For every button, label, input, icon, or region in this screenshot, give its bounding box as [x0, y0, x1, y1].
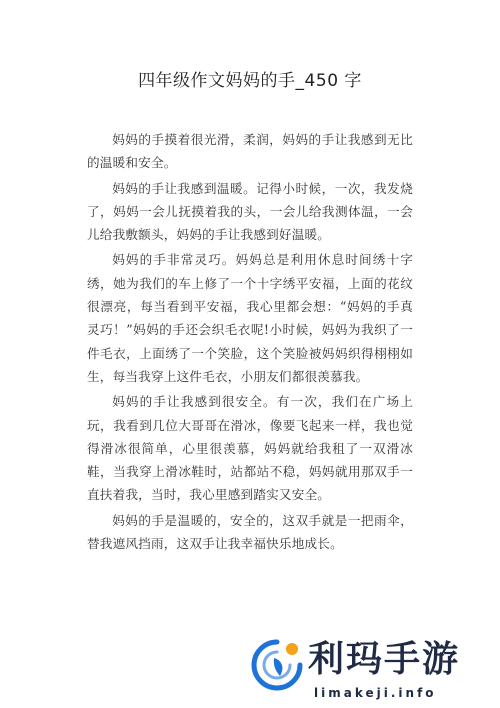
- watermark: [250, 636, 500, 708]
- essay-body: [87, 128, 413, 557]
- site-logo-icon: [250, 638, 304, 692]
- paragraph: 妈妈的手让我感到很安全。有一次，我们在广场上玩，我看到几位大哥哥在滑冰，像要飞起来一样，我也觉得滑冰很简单，心里很羡慕，妈妈就给我租了一双滑冰鞋，当我穿上滑冰鞋时，站都站不稳，妈妈就用那双手一直扶着我，当时，我心里感到踏实又安全。: [87, 394, 413, 503]
- paragraph: 妈妈的手非常灵巧。妈妈总是利用休息时间绣十字绣，她为我们的车上修了一个十字绣平安福，上面的花纹很漂亮，每当看到平安福，我心里都会想：“妈妈的手真灵巧！”妈妈的手还会织毛衣呢!小时候，妈妈为我织了一件毛衣，上面绣了一个笑脸，这个笑脸被妈妈织得栩栩如生，每当我穿上这件毛衣，小朋友们都很羡慕我。: [87, 252, 413, 384]
- paragraph: 妈妈的手摸着很光滑，柔润，妈妈的手让我感到无比的温暖和安全。: [87, 132, 413, 171]
- watermark-site-name: 利玛手游: [308, 639, 461, 680]
- watermark-url: limakeji.info: [314, 686, 437, 700]
- paragraph: 妈妈的手让我感到温暖。记得小时候，一次，我发烧了，妈妈一会儿抚摸着我的头，一会儿给我测体温，一会儿给我敷额头，妈妈的手让我感到好温暖。: [87, 180, 413, 243]
- page-title: 四年级作文妈妈的手_450 字: [138, 71, 362, 91]
- paragraph: 妈妈的手是温暖的，安全的，这双手就是一把雨伞，替我遮风挡雨，这双手让我幸福快乐地成长。: [87, 512, 413, 552]
